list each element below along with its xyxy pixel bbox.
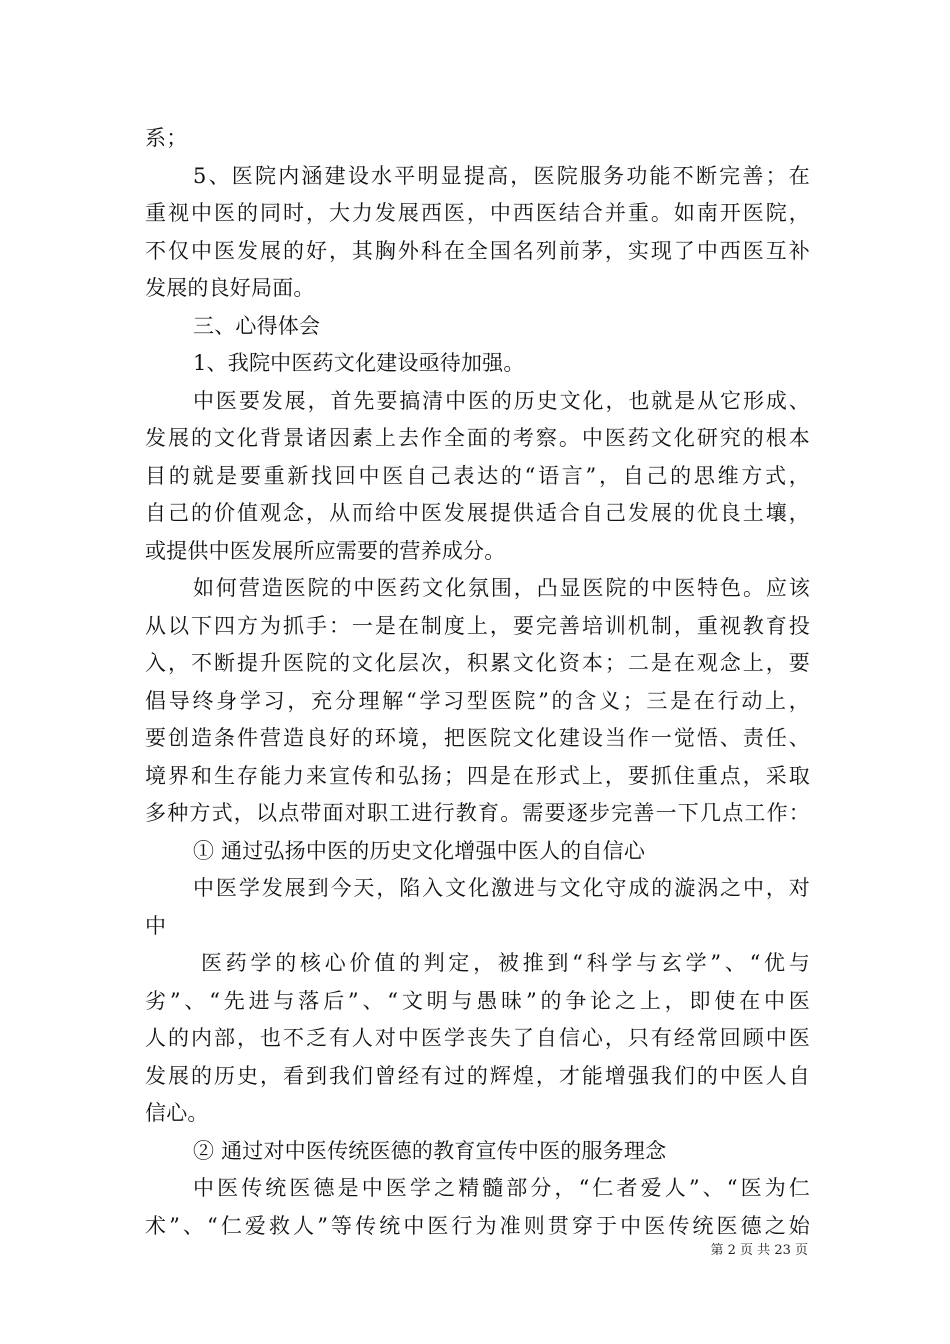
text-line: 三、心得体会 — [193, 313, 321, 338]
text-line: ② 通过对中医传统医德的教育宣传中医的服务理念 — [193, 1138, 667, 1163]
text-line: 或提供中医发展所应需要的营养成分。 — [145, 538, 506, 563]
text-line: 中医学发展到今天，陷入文化激进与文化守成的漩涡之中，对 — [193, 876, 810, 900]
text-line: 劣”、“先进与落后”、“文明与愚昧”的争论之上，即使在中医 — [145, 988, 810, 1013]
text-line: 境界和生存能力来宣传和弘扬；四是在形式上，要抓住重点，采取 — [145, 763, 810, 788]
document-body — [145, 120, 810, 1245]
text-line: 倡导终身学习，充分理解“学习型医院”的含义；三是在行动上， — [145, 688, 810, 713]
text-line: 要创造条件营造良好的环境，把医院文化建设当作一觉悟、责任、 — [145, 726, 810, 750]
text-line: 中医要发展，首先要搞清中医的历史文化，也就是从它形成、 — [193, 388, 810, 413]
text-line: 医药学的核心价值的判定，被推到“科学与玄学”、“优与 — [201, 951, 810, 975]
text-line: 5、医院内涵建设水平明显提高，医院服务功能不断完善；在 — [193, 163, 810, 188]
text-line: 不仅中医发展的好，其胸外科在全国名列前茅，实现了中西医互补 — [145, 238, 810, 263]
text-line: 自己的价值观念，从而给中医发展提供适合自己发展的优良土壤， — [145, 501, 810, 525]
text-line: 发展的文化背景诸因素上去作全面的考察。中医药文化研究的根本 — [145, 426, 810, 450]
text-line: 目的就是要重新找回中医自己表达的“语言”，自己的思维方式， — [145, 463, 810, 488]
text-line: 发展的良好局面。 — [145, 276, 315, 300]
text-line: 1、我院中医药文化建设亟待加强。 — [193, 351, 525, 375]
text-line: 入，不断提升医院的文化层次，积累文化资本；二是在观念上，要 — [145, 651, 810, 675]
text-line: 中 — [145, 913, 167, 938]
text-line: 从以下四方为抓手：一是在制度上，要完善培训机制，重视教育投 — [145, 613, 810, 638]
text-line: 发展的历史，看到我们曾经有过的辉煌，才能增强我们的中医人自 — [145, 1063, 810, 1088]
text-line: 人的内部，也不乏有人对中医学丧失了自信心，只有经常回顾中医 — [145, 1026, 810, 1050]
text-line: 系； — [145, 126, 188, 150]
text-line: 中医传统医德是中医学之精髓部分，“仁者爱人”、“医为仁 — [193, 1176, 810, 1200]
text-line: 信心。 — [145, 1101, 209, 1125]
page-number-footer: 第 2 页 共 23 页 — [710, 1243, 808, 1258]
text-line: 如何营造医院的中医药文化氛围，凸显医院的中医特色。应该 — [193, 576, 810, 600]
text-line: 重视中医的同时，大力发展西医，中西医结合并重。如南开医院， — [145, 201, 810, 225]
text-line: ① 通过弘扬中医的历史文化增强中医人的自信心 — [193, 838, 646, 863]
text-line: 多种方式，以点带面对职工进行教育。需要逐步完善一下几点工作： — [145, 801, 810, 825]
text-line: 术”、“仁爱救人”等传统中医行为准则贯穿于中医传统医德之始 — [145, 1213, 810, 1238]
